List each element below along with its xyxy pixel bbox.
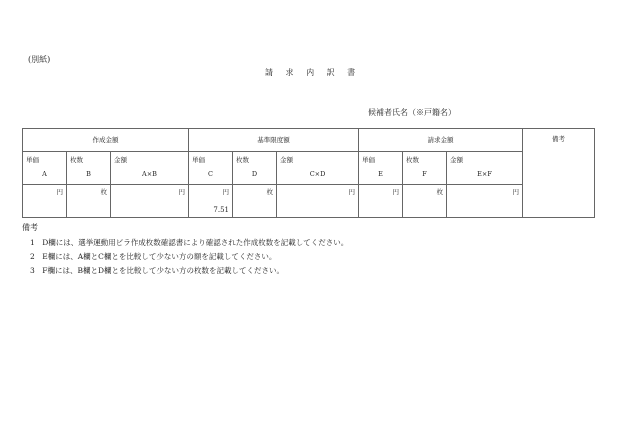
- column-header: [359, 152, 403, 185]
- group-header-standard-limit: 基準限度額: [189, 129, 359, 152]
- document-title: 請 求 内 訳 書: [265, 68, 361, 77]
- notes-heading: 備考: [22, 223, 38, 232]
- value-cell: [403, 185, 447, 218]
- annex-label: (別紙): [28, 55, 51, 64]
- column-header: [189, 152, 233, 185]
- unit-label: 枚: [266, 188, 273, 196]
- remarks-column: [523, 129, 595, 218]
- column-label: 単価: [192, 156, 205, 164]
- column-letter: A×B: [142, 170, 157, 178]
- column-letter: A: [42, 170, 47, 178]
- value-cell: [233, 185, 277, 218]
- column-label: 枚数: [70, 156, 83, 164]
- column-label: 枚数: [406, 156, 420, 164]
- unit-label: 円: [392, 188, 400, 196]
- unit-label: 枚: [436, 188, 444, 196]
- column-label: 単価: [362, 156, 376, 164]
- column-label: 金額: [450, 156, 464, 164]
- column-header-row: [23, 152, 595, 185]
- value-row: [23, 185, 595, 218]
- column-label: 金額: [280, 156, 293, 164]
- column-letter: E×F: [477, 170, 492, 178]
- unit-label: 円: [222, 188, 229, 196]
- value-cell: [277, 185, 359, 218]
- group-header-production-amount: 作成金額: [23, 129, 189, 152]
- unit-label: 円: [512, 188, 520, 196]
- column-letter: F: [422, 170, 427, 178]
- value-cell: [111, 185, 189, 218]
- column-header: [403, 152, 447, 185]
- column-letter: D: [251, 170, 258, 178]
- value-cell: [67, 185, 111, 218]
- unit-label: 円: [56, 188, 63, 196]
- unit-price-value: 7.51: [213, 206, 229, 214]
- remarks-header: 備考: [552, 135, 566, 143]
- value-cell: [189, 185, 233, 218]
- column-letter: C: [208, 170, 213, 178]
- value-cell: [447, 185, 523, 218]
- column-letter: C×D: [309, 170, 326, 178]
- column-letter: B: [86, 170, 91, 178]
- note-item: 1 D欄には、選挙運動用ビラ作成枚数確認書により確認された作成枚数を記載してください。: [30, 238, 349, 247]
- candidate-name-label: 候補者氏名（※戸籍名）: [368, 108, 456, 117]
- column-header: [277, 152, 359, 185]
- group-header-claim-amount: 請求金額: [359, 129, 523, 152]
- value-cell: [359, 185, 403, 218]
- value-cell: [23, 185, 67, 218]
- column-header: [233, 152, 277, 185]
- note-item: 3 F欄には、B欄とD欄とを比較して少ない方の枚数を記載してください。: [30, 266, 284, 275]
- column-label: 金額: [114, 156, 127, 164]
- column-header: [111, 152, 189, 185]
- unit-label: 円: [178, 188, 185, 196]
- column-header: [67, 152, 111, 185]
- column-letter: E: [378, 170, 383, 178]
- column-label: 枚数: [236, 156, 249, 164]
- column-header: [23, 152, 67, 185]
- claim-breakdown-table: [22, 128, 595, 218]
- unit-label: 円: [348, 188, 356, 196]
- column-label: 単価: [26, 156, 39, 164]
- unit-label: 枚: [100, 188, 107, 196]
- column-header: [447, 152, 523, 185]
- note-item: 2 E欄には、A欄とC欄とを比較して少ない方の額を記載してください。: [30, 252, 277, 261]
